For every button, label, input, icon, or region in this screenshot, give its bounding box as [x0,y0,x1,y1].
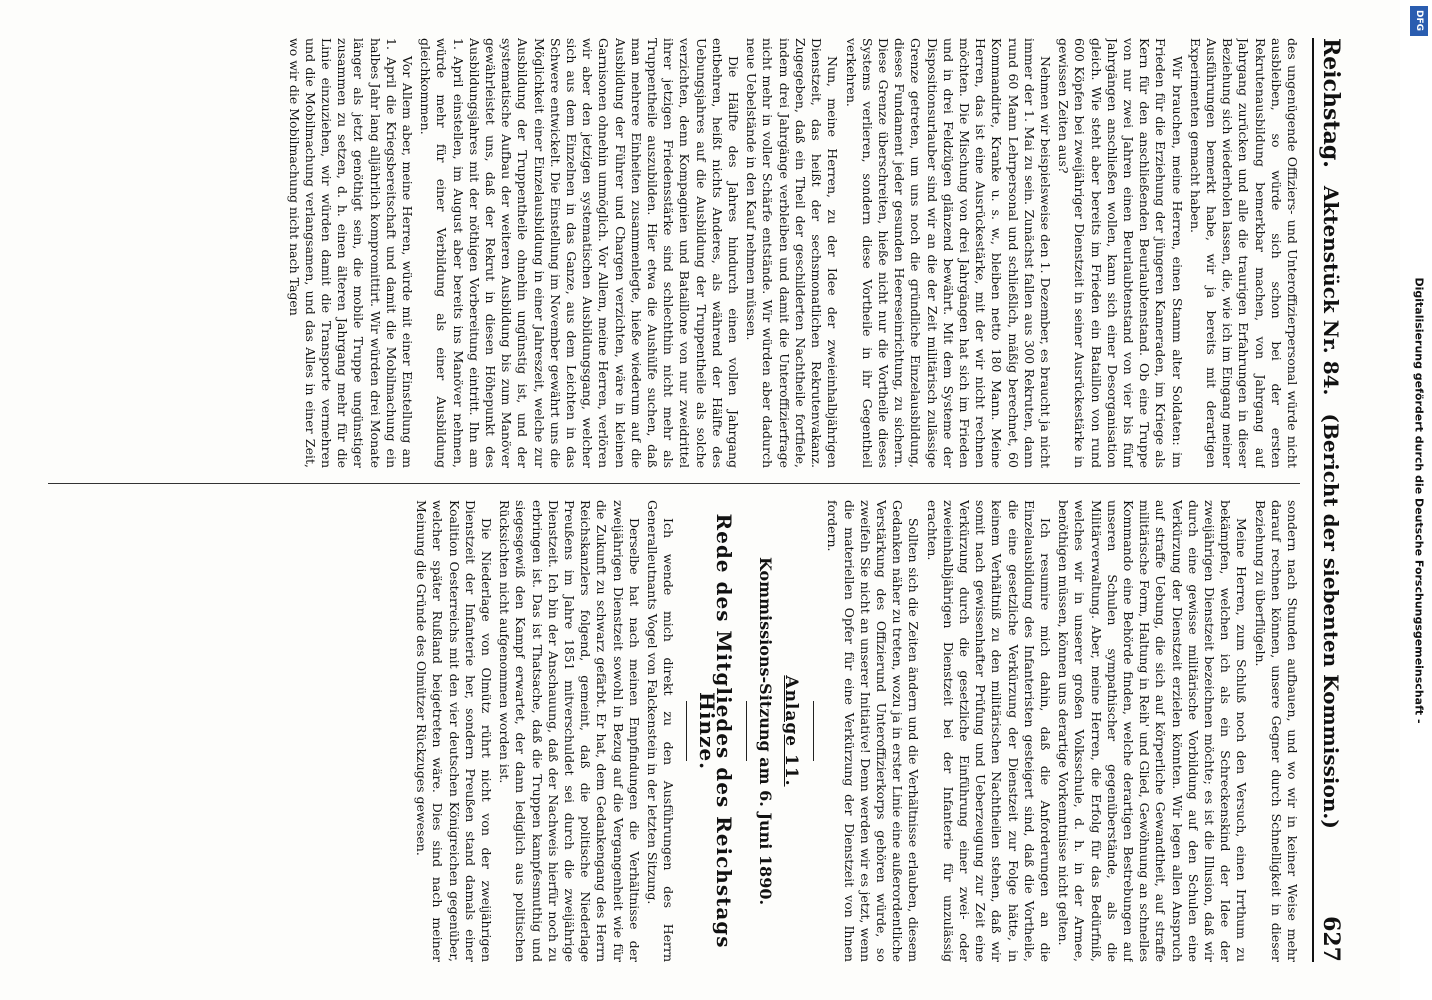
paragraph: sondern nach Stunden aufbauen, und wo wir in keiner Weise mehr darauf rechnen können, unsere Gegner durch Schnelligkeit in dieser Beziehung zu überflügeln. [1252,500,1300,962]
column-divider [48,483,1300,484]
paragraph: Meine Herren, zum Schluß noch den Versuch, einen Irrthum zu bekämpfen, welchen ich als ein Schreckenskind der Idee der zweijährigen Dienstzeit bezeichnen möchte; es ist die Illusion, daß wir durch eine gewisse militärische Vorbildung auf den Schulen eine Verkürzung der Dienstzeit erzielen könnten. Wir legen allen Anspruch auf straffe Uebung, die sich auf körperliche Gewandtheit, auf straffe militärische Form, Haltung in Reih' und Glied, Gewöhnung an schnelles Kommando eine Behörde finden, welche derartigen Bestrebungen auf unseren Schulen sympathischer gegenüberstände, als die Militärverwaltung. Aber, meine Herren, die Erfolg für das Bedürfniß, welches wir in unserer großen Volksschule, d. h. in der Armee, benöthigen müssen, können uns derartige Vorkenntnisse nicht gelten. [1056,500,1250,962]
section-rule [686,701,687,761]
document-reference: Aktenstück Nr. 84. [1319,185,1343,396]
dfg-logo-text: DFG [1414,10,1424,32]
paragraph: Nehmen wir beispielsweise den 1. Dezember, es braucht ja nicht immer der 1. Mai zu sein. Zunächst fallen aus 300 Rekruten, dann rund 60 Mann Lehrpersonal und schließlich, mäßig berechnet, 60 Kommandirte, Kranke u. s. w., bleiben netto 180 Mann. Meine Herren, das ist eine Ausrückestärke, mit der wir nicht rechnen möchten. Die Mischung von drei Jahrgängen hat sich im Frieden und in drei Feldzügen glänzend bewährt. Mit dem Systeme der Dispositionsurlauber sind wir an die der Zeit militärisch zulässige Grenze getreten, um uns noch die gründliche Einzelausbildung, dieses Fundament jeder gesunden Heereseinrichtung, zu sichern. Diese Grenze überschreiten, hieße nicht nur die Vortheile dieses Systems verlieren, sondern diese Vortheile in ihr Gegentheil verkehren. [843,38,1053,468]
annex-title: Anlage 11. [781,675,802,787]
paragraph: Ich resumire mich dahin, daß die Anforderungen an die Einzelausbildung des Infanteristen gesteigert sind, daß die Vortheile, die eine gesetzliche Verkürzung der Dienstzeit zur Folge hätte, in keinem Verhältniß zu den militärischen Nachtheilen stehen, daß wir somit nach gewissenhafter Prüfung und Ueberzeugung zur Zeit eine Verkürzung durch die gesetzliche Einführung einer zwei- oder zweieinhalbjährigen Dienstzeit bei der Infanterie für unzulässig erachten. [924,500,1053,962]
digitization-credit-sidebar [1408,0,1430,1000]
digitization-credit: Digitalisierung gefördert durch die Deutsche Forschungsgemeinschaft - [1412,276,1426,724]
page-number: 627 [1318,916,1344,962]
report-title: (Bericht der siebenten Kommission.) [1319,413,1343,829]
text-column-right [40,500,1300,962]
paragraph: Vor Allem aber, meine Herren, würde mit einer Einstellung am 1. April die Kriegsbereitschaft und damit die Mobilmachung ein halbes Jahr lang alljährlich kompromittirt. Wir würden drei Monate länger als jetzt genöthigt sein, die mobile Truppe ungünstiger zusammen zu setzen, d. h. einen älteren Jahrgang mehr für die Linie einzuziehen, wir würden damit die Transporte vermehren und die Mobilmachung verlangsamen, und das Alles in einer Zeit, wo wir die Mobilmachung nicht nach Tagen [286,38,416,468]
header-left-title: Reichstag. [1318,38,1344,168]
paragraph: Derselbe hat nach meinen Empfindungen die Verhältnisse der zweijährigen Dienstzeit sowohl in Bezug auf die Vergangenheit wie für die Zukunft zu schwarz gefärbt. Er hat, dem Gedankengang des Herrn Reichskanzlers folgend, gemeint, daß die politische Niederlage Preußens im Jahre 1851 mitverschuldet sei durch die zweijährige Dienstzeit. Ich bin der Anschauung, daß der Nachweis hierfür noch zu erbringen ist. Das ist Thatsache, daß die Truppen kampfesmuthig und siegesgewiß den Kampf erwartet, der dann lediglich aus politischen Rücksichten nicht aufgenommen worden ist. [497,500,642,962]
paragraph: Die Hälfte des Jahres hindurch einen vollen Jahrgang entbehren, heißt nichts Anderes, als während der Hälfte des Uebungsjahres auf die Ausbildung der Truppentheile als solche verzichten, denn Kompagnien und Bataillone von nur zweidrittel ihrer jetzigen Friedensstärke sind schlechthin nicht mehr als Truppentheile auszubilden. Hier etwa die Aushülfe suchen, daß man mehrere Einheiten zusammenlegte, hieße wiederum auf die Ausbildung der Führer und Chargen verzichten, wäre in kleinen Garnisonen ohnehin unmöglich. Vor Allem, meine Herren, verlören wir aber den jetzigen systematischen Ausbildungsgang, welcher sich aus dem Einzelnen in das Ganze, aus dem Leichten in das Schwere entwickelt. Die Einstellung im November gewährt uns die Möglichkeit einer Einzelausbildung in einer Jahreszeit, welche zur Ausbildung der Truppentheile ohnehin ungünstig ist, und der systematische Aufbau der weiteren Ausbildung bis zum Manöver gewährleistet uns, daß der Rekrut in diesen Höhepunkt des Ausbildungsjahres mit der nöthigen Vorbereitung eintritt. Ihn am 1. April einstellen, im August aber bereits ins Manöver nehmen, würde mehr für einer Verbildung als einer Ausbildung gleichkommen. [418,38,742,468]
paragraph: Nun, meine Herren, zu der Idee der zweieinhalbjährigen Dienstzeit, das heißt der sechsmonatlichen Rekrutenvakanz. Zugegeben, daß ein Theil der geschilderten Nachtheile fortfiele, indem drei Jahrgänge verbleiben und damit die Unteroffizierfrage nicht mehr in voller Schärfe entstände. Wir würden aber dadurch neue Uebelstände in den Kauf nehmen müssen. [744,38,841,468]
paragraph: Ich wende mich direkt zu den Ausführungen des Herrn Generalleutnants Vogel von Falckenstein in der letzten Sitzung. [645,500,677,962]
page-header [1312,38,1358,962]
session-title: Kommissions-Sitzung am 6. Juni 1890. [755,556,775,906]
paragraph: Sollten sich die Zeiten ändern und die Verhältnisse erlauben, diesem Gedanken näher zu treten, wozu ja in erster Linie eine außerordentliche Verstärkung des Offizierund Unteroffizierkorps gehören würde, so zweifeln Sie nicht an unserer Initiative! Denn werden wir es jetzt, wenn die materiellen Opfer für eine Verkürzung der Dienstzeit von Ihnen fordern. [825,500,922,962]
paragraph: Wir brauchen, meine Herren, einen Stamm alter Soldaten: im Frieden für die Erziehung der jüngeren Kameraden, im Kriege als Kern für den anschließenden Beurlaubtenstand. Ob eine Truppe von nur zwei Jahren einen Beurlaubtenstand von vier bis fünf Jahrgängen anschließen wollen, kann sich einer Desorganisation gleich. Wie steht aber bereits im Frieden ein Bataillon von rund 600 Köpfen bei zweijähriger Dienstzeit in seiner Ausrückestärke in gewissen Zeiten aus? [1056,38,1185,468]
speech-title: Rede des Mitgliedes des Reichstags Hinze. [695,513,736,949]
section-rule [813,701,814,761]
paragraph: des ungenügende Offiziers- und Unteroffizierpersonal würde nicht ausbleiben, so würde sich schon bei der ersten Rekrutenausbildung bemerkbar machen, von Jahrgang auf Jahrgang zurücken und alle die traurigen Erfahrungen in dieser Beziehung sich wiederholen lassen, die, wie ich im Eingang meiner Ausführungen bemerkt habe, wir ja bereits mit derartigen Experimenten gemacht haben. [1187,38,1300,468]
paragraph: Die Niederlage von Olmütz rührt nicht von der zweijährigen Dienstzeit der Infanterie her, sondern Preußen stand damals einer Koalition Oesterreichs mit den vier deutschen Königreichen gegenüber, welcher später Rußland beigetreten wäre. Dies sind nach meiner Meinung die Gründe des Olmützer Rückzuges gewesen. [414,500,495,962]
section-rule [746,701,747,761]
text-column-left [40,38,1300,468]
